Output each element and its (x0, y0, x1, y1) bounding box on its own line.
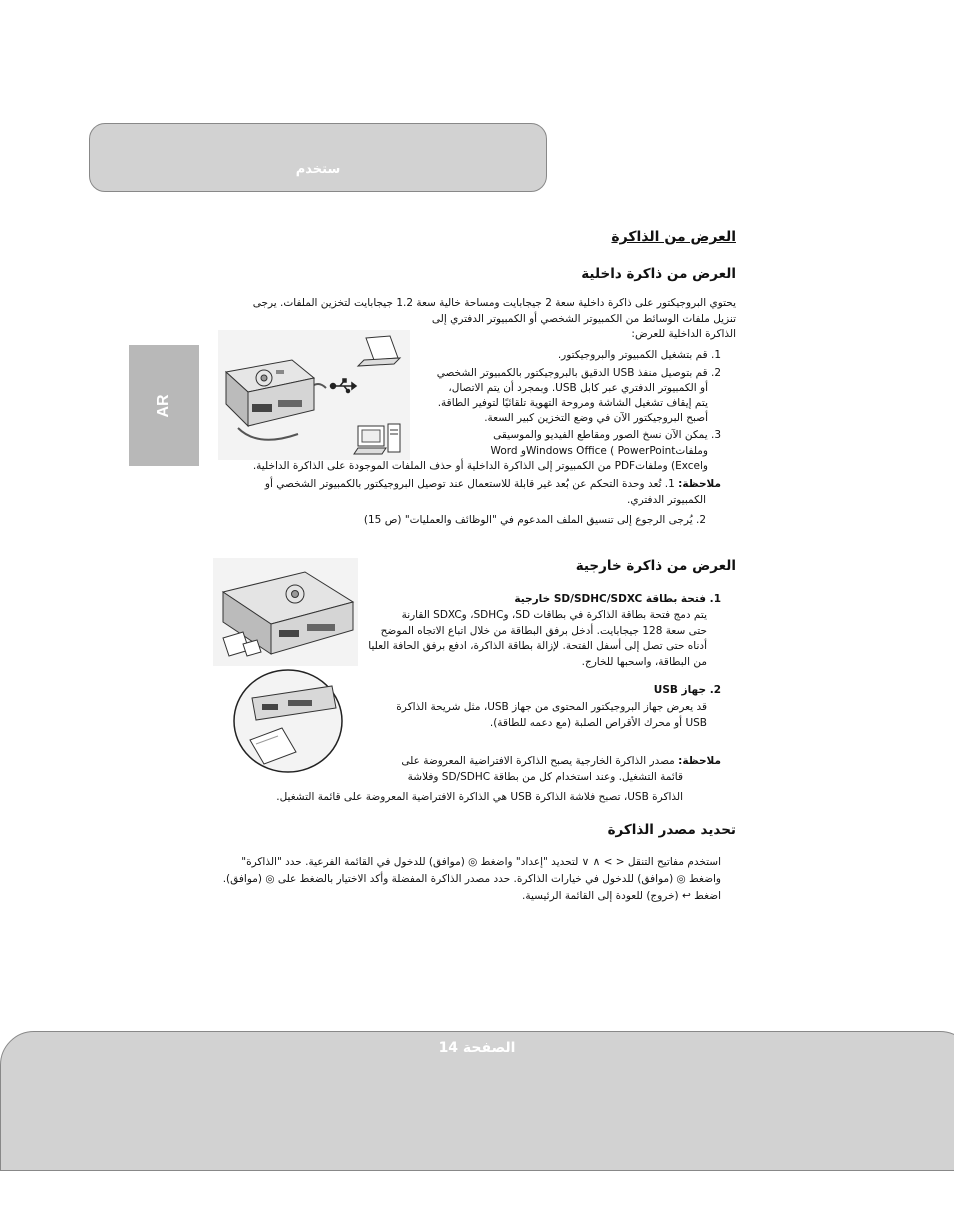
intro-line-3: الذاكرة الداخلية للعرض: (631, 328, 736, 340)
step-2-line-2: أو الكمبيوتر الدفتري عبر كابل USB. وبمجرد أن يتم الاتصال، (448, 382, 708, 394)
page-number: الصفحة 14 (438, 1040, 516, 1056)
projector-usb-illustration (218, 330, 410, 460)
external-note (401, 755, 721, 767)
usb-device-title: 2. جهاز USB (653, 684, 721, 696)
step-2: 2. قم بتوصيل منفذ USB الدقيق بالبروجيكتور بالكمبيوتر الشخصي (436, 367, 721, 379)
external-note-label: ملاحظة: (678, 755, 721, 767)
note-label: ملاحظة: (678, 478, 721, 490)
usb-text-2: USB أو محرك الأقراص الصلبة (مع دعمه للطاقة). (489, 717, 707, 729)
external-note-line-1: مصدر الذاكرة الخارجية يصبح الذاكرة الافتراضية المعروضة على (401, 755, 675, 767)
memory-source-line-2: واضغط ◎ (موافق) للدخول في خيارات الذاكرة. حدد مصدر الذاكرة المفضلة وأكد الاختيار بالضغط على ◎ (موافق). (222, 873, 721, 885)
note-1-line-2: الكمبيوتر الدفتري. (627, 494, 706, 506)
desktop-computer-icon (354, 424, 400, 454)
card-slot-title: 1. فتحة بطاقة SD/SDHC/SDXC خارجية (514, 593, 721, 605)
step-2-line-3: يتم إيقاف تشغيل الشاشة ومروحة التهوية تلقائيًا لتوفير الطاقة. (437, 397, 708, 409)
header-title: ستخدم (295, 162, 341, 177)
step-2-line-4: أصبح البروجيكتور الآن في وضع التخزين كبير السعة. (484, 412, 708, 424)
card-text-1: يتم دمج فتحة بطاقة الذاكرة في بطاقات SD، وSDHC، وSDXC القارنة (401, 609, 707, 621)
section-title: العرض من الذاكرة (611, 229, 736, 245)
internal-memory-heading: العرض من ذاكرة داخلية (581, 266, 736, 282)
note-block-1 (265, 478, 721, 490)
card-text-2: حتى سعة 128 جيجابايت. أدخل برفق البطاقة من خلال اتباع الاتجاه الموضح (380, 625, 707, 637)
external-note-line-2: قائمة التشغيل. وعند استخدام كل من بطاقة SD/SDHC وفلاشة (407, 771, 683, 783)
step-3-line-2: وملفاتWindows Office ( PowerPointو Word (490, 445, 708, 457)
card-text-3: أدناه حتى تصل إلى أسفل الفتحة. لإزالة بطاقة الذاكرة، ادفع برفق الحافة العليا (368, 640, 707, 652)
usb-text-1: قد يعرض جهاز البروجيكتور المحتوى من جهاز USB، مثل شريحة الذاكرة (396, 701, 707, 713)
header-bar (89, 123, 547, 192)
sd-card-slot-illustration (213, 558, 358, 666)
card-text-4: من البطاقة، واسحبها للخارج. (581, 656, 707, 668)
language-tab (129, 345, 199, 466)
step-3-line-3: وExcel) وملفاتPDF من الكمبيوتر إلى الذاكرة الداخلية أو حذف الملفات الموجودة على الذاكرة الداخلية. (252, 460, 708, 472)
memory-source-heading: تحديد مصدر الذاكرة (607, 822, 736, 838)
step-3: 3. يمكن الآن نسخ الصور ومقاطع الفيديو والموسيقى (493, 429, 721, 441)
external-memory-heading: العرض من ذاكرة خارجية (575, 558, 736, 574)
note-2: 2. يُرجى الرجوع إلى تنسيق الملف المدعوم في "الوظائف والعمليات" (ص 15) (363, 514, 706, 526)
language-tab-label: AR (155, 393, 172, 418)
memory-source-line-1: استخدم مفاتيح التنقل < > ∧ ∨ لتحديد "إعداد" واضغط ◎ (موافق) للدخول في القائمة الفرعية. حدد "الذاكرة" (241, 856, 721, 868)
sd-card-insert-zoom-illustration (232, 668, 344, 774)
external-note-line-3: الذاكرة USB، تصبح فلاشة الذاكرة USB هي الذاكرة الافتراضية المعروضة على قائمة التشغيل. (276, 791, 683, 803)
memory-source-line-3: اضغط ↩ (خروج) للعودة إلى القائمة الرئيسية. (522, 890, 721, 902)
footer-bar (0, 1031, 954, 1171)
intro-line-2: تنزيل ملفات الوسائط من الكمبيوتر الشخصي أو الكمبيوتر الدفتري إلى (431, 313, 736, 325)
note-1: 1. تُعد وحدة التحكم عن بُعد غير قابلة للاستعمال عند توصيل البروجيكتور بالكمبيوتر الشخصي أو (264, 478, 675, 490)
step-1: 1. قم بتشغيل الكمبيوتر والبروجيكتور. (557, 349, 721, 361)
intro-line-1: يحتوي البروجيكتور على ذاكرة داخلية سعة 2 جيجابايت ومساحة خالية سعة 1.2 جيجابايت لتخزين الملفات. يرجى (252, 297, 736, 309)
